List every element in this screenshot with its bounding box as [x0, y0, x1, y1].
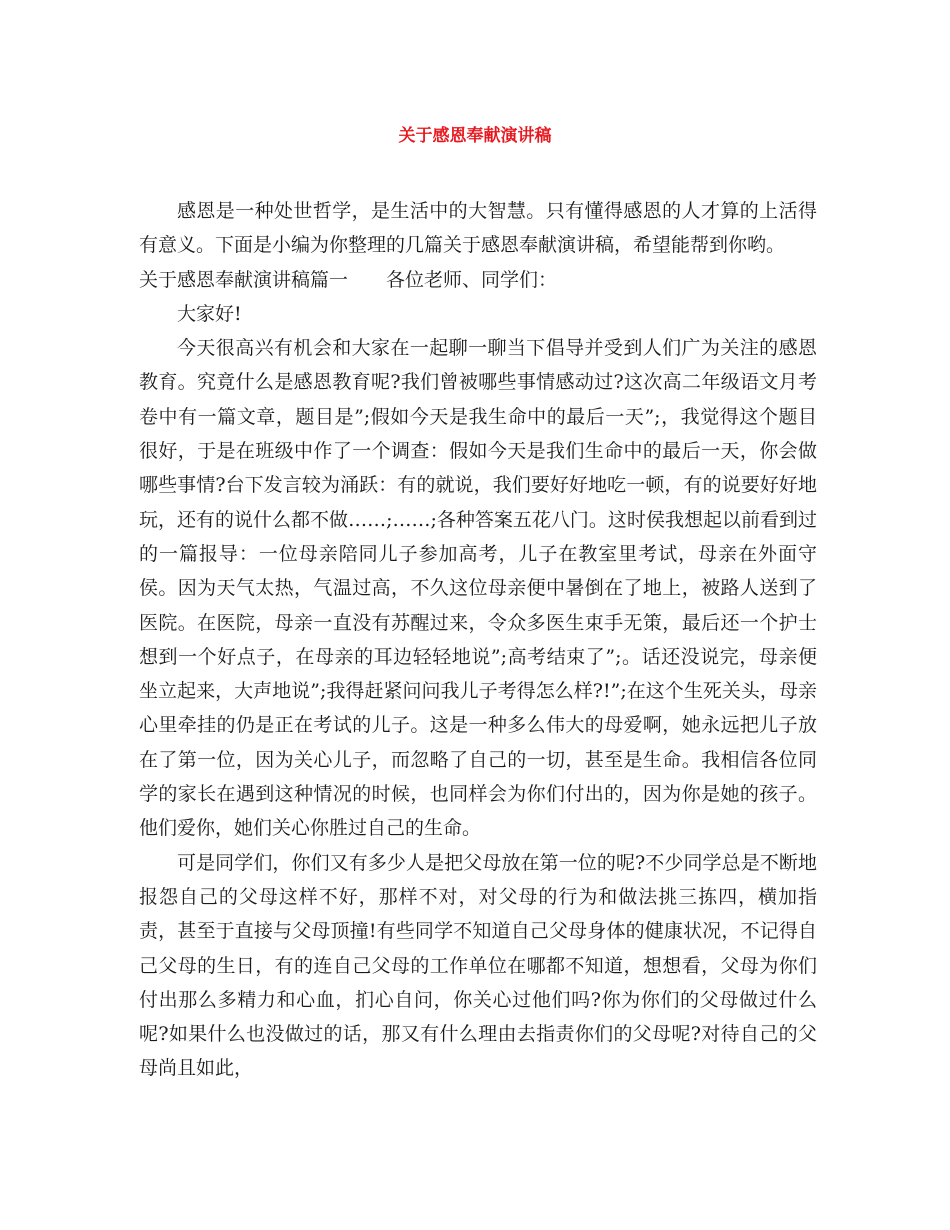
body-paragraph: 今天很高兴有机会和大家在一起聊一聊当下倡导并受到人们广为关注的感恩教育。究竟什么是感恩教育呢?我们曾被哪些事情感动过?这次高二年级语文月考卷中有一篇文章，题目是”;假如今天是我生命中的最后一天”;，我觉得这个题目很好，于是在班级中作了一个调查：假如今天是我们生命中的最后一天，你会做哪些事情?台下发言较为涌跃：有的就说，我们要好好地吃一顿，有的说要好好地玩，还有的说什么都不做……;……;各种答案五花八门。这时侯我想起以前看到过的一篇报导：一位母亲陪同儿子参加高考，儿子在教室里考试，母亲在外面守侯。因为天气太热，气温过高，不久这位母亲便中暑倒在了地上，被路人送到了医院。在医院，母亲一直没有苏醒过来，令众多医生束手无策，最后还一个护士想到一个好点子，在母亲的耳边轻轻地说”;高考结束了”;。话还没说完，母亲便坐立起来，大声地说”;我得赶紧问问我儿子考得怎么样?!”;在这个生死关头，母亲心里牵挂的仍是正在考试的儿子。这是一种多么伟大的母爱啊，她永远把儿子放在了第一位，因为关心儿子，而忽略了自己的一切，甚至是生命。我相信各位同学的家长在遇到这种情况的时候，也同样会为你们付出的，因为你是她的孩子。他们爱你，她们关心你胜过自己的生命。: [139, 337, 817, 840]
section-heading-paragraph: 关于感恩奉献演讲稿篇一 各位老师、同学们：: [139, 268, 558, 291]
body-paragraph: 可是同学们，你们又有多少人是把父母放在第一位的呢?不少同学总是不断地报怨自己的父母这样不好，那样不对，对父母的行为和做法挑三拣四，横加指责，甚至于直接与父母顶撞!有些同学不知道自己父母身体的健康状况，不记得自己父母的生日，有的连自己父母的工作单位在哪都不知道，想想看，父母为你们付出那么多精力和心血，扪心自问，你关心过他们吗?你为你们的父母做过什么呢?如果什么也没做过的话，那又有什么理由去指责你们的父母呢?对待自己的父母尚且如此，: [139, 851, 817, 1080]
document-body: [139, 194, 817, 1086]
intro-paragraph: 感恩是一种处世哲学，是生活中的大智慧。只有懂得感恩的人才算的上活得有意义。下面是小编为你整理的几篇关于感恩奉献演讲稿，希望能帮到你哟。: [139, 200, 817, 257]
greeting-paragraph: 大家好!: [177, 302, 242, 325]
document-title: 关于感恩奉献演讲稿: [398, 126, 552, 146]
